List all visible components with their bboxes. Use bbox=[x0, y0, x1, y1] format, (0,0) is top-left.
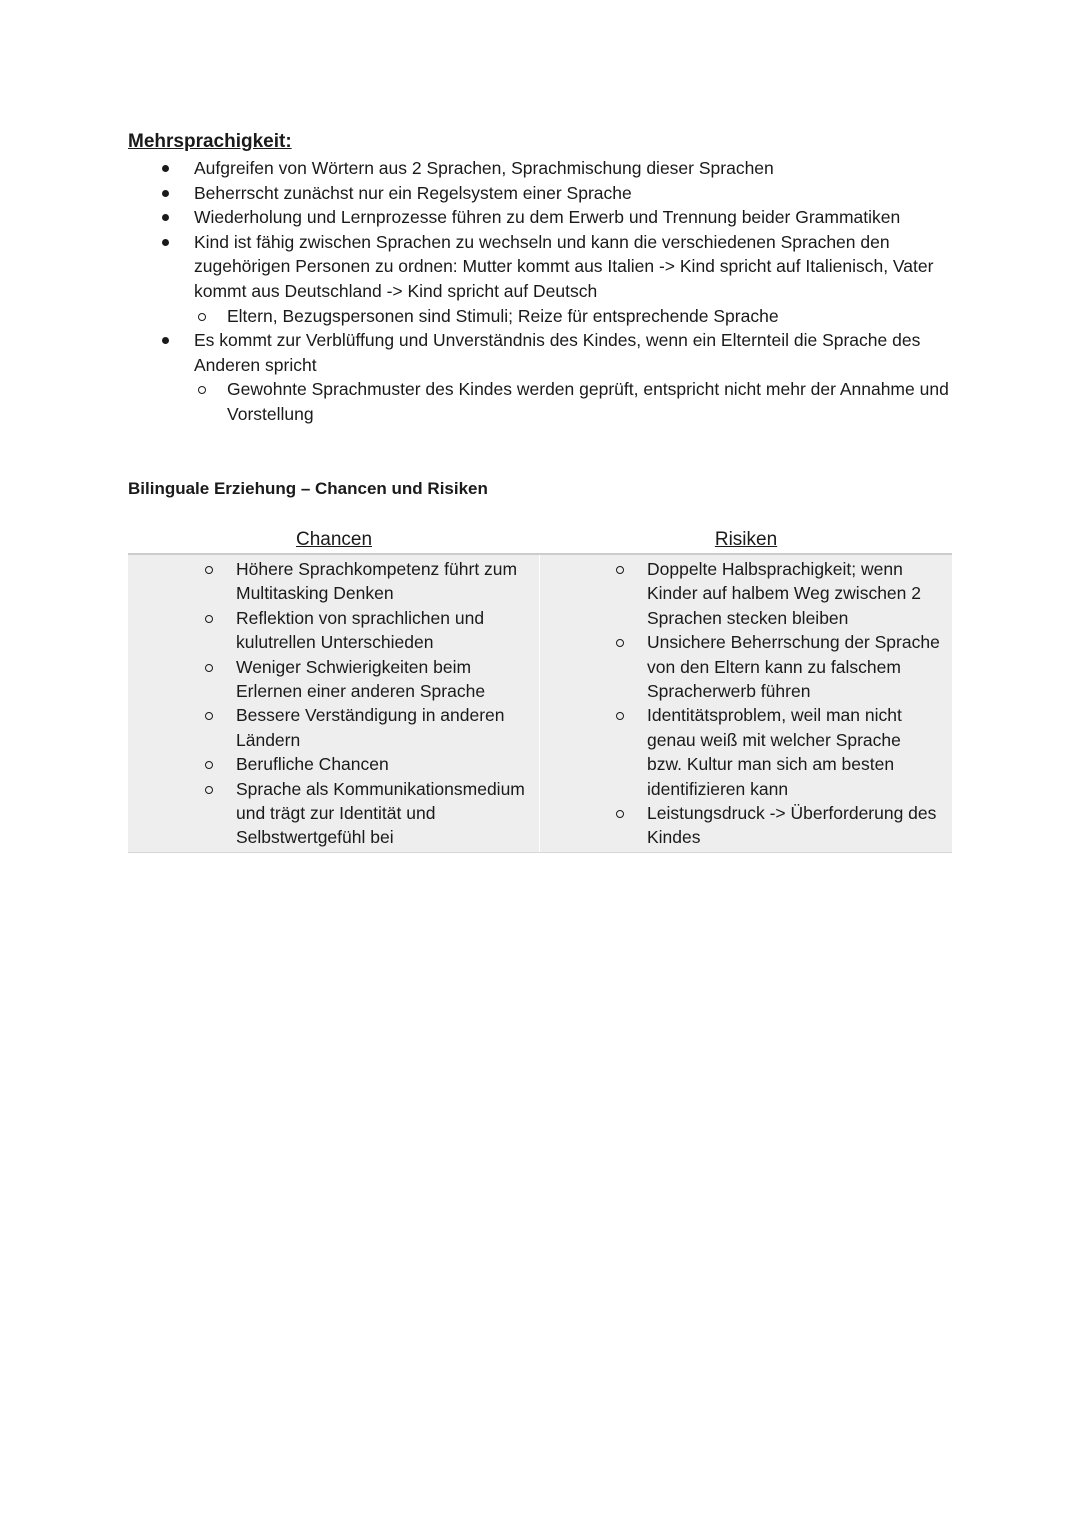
risiken-list bbox=[540, 557, 952, 850]
risiken-item bbox=[540, 557, 952, 630]
sub-list-item-text: Gewohnte Sprachmuster des Kindes werden geprüft, entspricht nicht mehr der Annahme und Vorstellung bbox=[227, 379, 949, 424]
list-item-text: Aufgreifen von Wörtern aus 2 Sprachen, Sprachmischung dieser Sprachen bbox=[194, 158, 774, 178]
risiken-item bbox=[540, 630, 952, 703]
document-page bbox=[128, 130, 952, 848]
sub-list-item bbox=[194, 377, 952, 426]
list-item-text: Es kommt zur Verblüffung und Unverständnis des Kindes, wenn ein Elternteil die Sprache des Anderen spricht bbox=[194, 330, 921, 375]
chancen-risiken-table bbox=[128, 527, 952, 853]
list-item bbox=[128, 328, 952, 426]
mehrsprachigkeit-list bbox=[128, 156, 952, 427]
column-header-chancen: Chancen bbox=[295, 529, 373, 550]
risiken-item-text: Doppelte Halbsprachigkeit; wenn Kinder auf halbem Weg zwischen 2 Sprachen stecken bleiben bbox=[647, 559, 921, 628]
chancen-item-text: Sprache als Kommunikationsmedium und trägt zur Identität und Selbstwertgefühl bei bbox=[236, 778, 525, 848]
sub-list-item-text: Eltern, Bezugspersonen sind Stimuli; Reize für entsprechende Sprache bbox=[227, 305, 779, 326]
chancen-item-text: Berufliche Chancen bbox=[236, 754, 389, 775]
list-item-text: Beherrscht zunächst nur ein Regelsystem einer Sprache bbox=[194, 182, 632, 203]
bullet-icon bbox=[162, 239, 169, 246]
circle-bullet-icon bbox=[205, 615, 213, 623]
sub-list-item bbox=[194, 304, 952, 329]
chancen-item-text: Bessere Verständigung in anderen Ländern bbox=[236, 705, 505, 750]
risiken-item-text: Leistungsdruck -> Überforderung des Kindes bbox=[647, 803, 937, 848]
bullet-icon bbox=[162, 337, 169, 344]
sub-list bbox=[194, 377, 952, 426]
chancen-column bbox=[128, 555, 540, 852]
list-item-text: Kind ist fähig zwischen Sprachen zu wechseln und kann die verschiedenen Sprachen den zugehörigen Personen zu ordnen: Mutter kommt aus Italien -> Kind spricht auf Italienisch, Vater kommt aus Deutschland -> Kind spricht auf Deutsch bbox=[194, 231, 934, 301]
chancen-item bbox=[128, 777, 539, 850]
list-item-text: Wiederholung und Lernprozesse führen zu dem Erwerb und Trennung beider Grammatiken bbox=[194, 207, 901, 228]
bullet-icon bbox=[162, 165, 169, 172]
chancen-item-text: Weniger Schwierigkeiten beim Erlernen einer anderen Sprache bbox=[236, 656, 486, 702]
chancen-item bbox=[128, 557, 539, 606]
table-header-row bbox=[128, 527, 952, 553]
chancen-list bbox=[128, 557, 539, 850]
bullet-icon bbox=[162, 214, 169, 221]
circle-bullet-icon bbox=[205, 712, 213, 720]
column-header-risiken: Risiken bbox=[714, 529, 778, 550]
section-title-mehrsprachigkeit: Mehrsprachigkeit: bbox=[128, 131, 292, 152]
circle-bullet-icon bbox=[198, 386, 206, 394]
chancen-item-text: Höhere Sprachkompetenz führt zum Multitasking Denken bbox=[236, 559, 518, 604]
list-item bbox=[128, 181, 952, 206]
risiken-item bbox=[540, 703, 952, 801]
chancen-item bbox=[128, 752, 539, 776]
circle-bullet-icon bbox=[205, 786, 213, 794]
circle-bullet-icon bbox=[616, 712, 624, 720]
circle-bullet-icon bbox=[205, 664, 213, 672]
list-item bbox=[128, 230, 952, 328]
section-title-bilinguale-erziehung: Bilinguale Erziehung – Chancen und Risiken bbox=[128, 479, 488, 498]
risiken-item-text: Unsichere Beherrschung der Sprache von den Eltern kann zu falschem Spracherwerb führen bbox=[647, 632, 940, 702]
circle-bullet-icon bbox=[205, 566, 213, 574]
risiken-item-text: Identitätsproblem, weil man nicht genau weiß mit welcher Sprache bzw. Kultur man sich am besten identifizieren kann bbox=[647, 705, 902, 799]
chancen-item bbox=[128, 703, 539, 752]
bullet-icon bbox=[162, 190, 169, 197]
risiken-item bbox=[540, 801, 952, 850]
risiken-column bbox=[540, 555, 952, 852]
list-item bbox=[128, 205, 952, 230]
circle-bullet-icon bbox=[616, 639, 624, 647]
circle-bullet-icon bbox=[205, 761, 213, 769]
circle-bullet-icon bbox=[198, 313, 206, 321]
chancen-item bbox=[128, 655, 539, 704]
circle-bullet-icon bbox=[616, 566, 624, 574]
chancen-item-text: Reflektion von sprachlichen und kulutrellen Unterschieden bbox=[236, 607, 485, 653]
table-body bbox=[128, 553, 952, 853]
circle-bullet-icon bbox=[616, 810, 624, 818]
sub-list bbox=[194, 304, 952, 329]
chancen-item bbox=[128, 606, 539, 655]
list-item bbox=[128, 156, 952, 181]
